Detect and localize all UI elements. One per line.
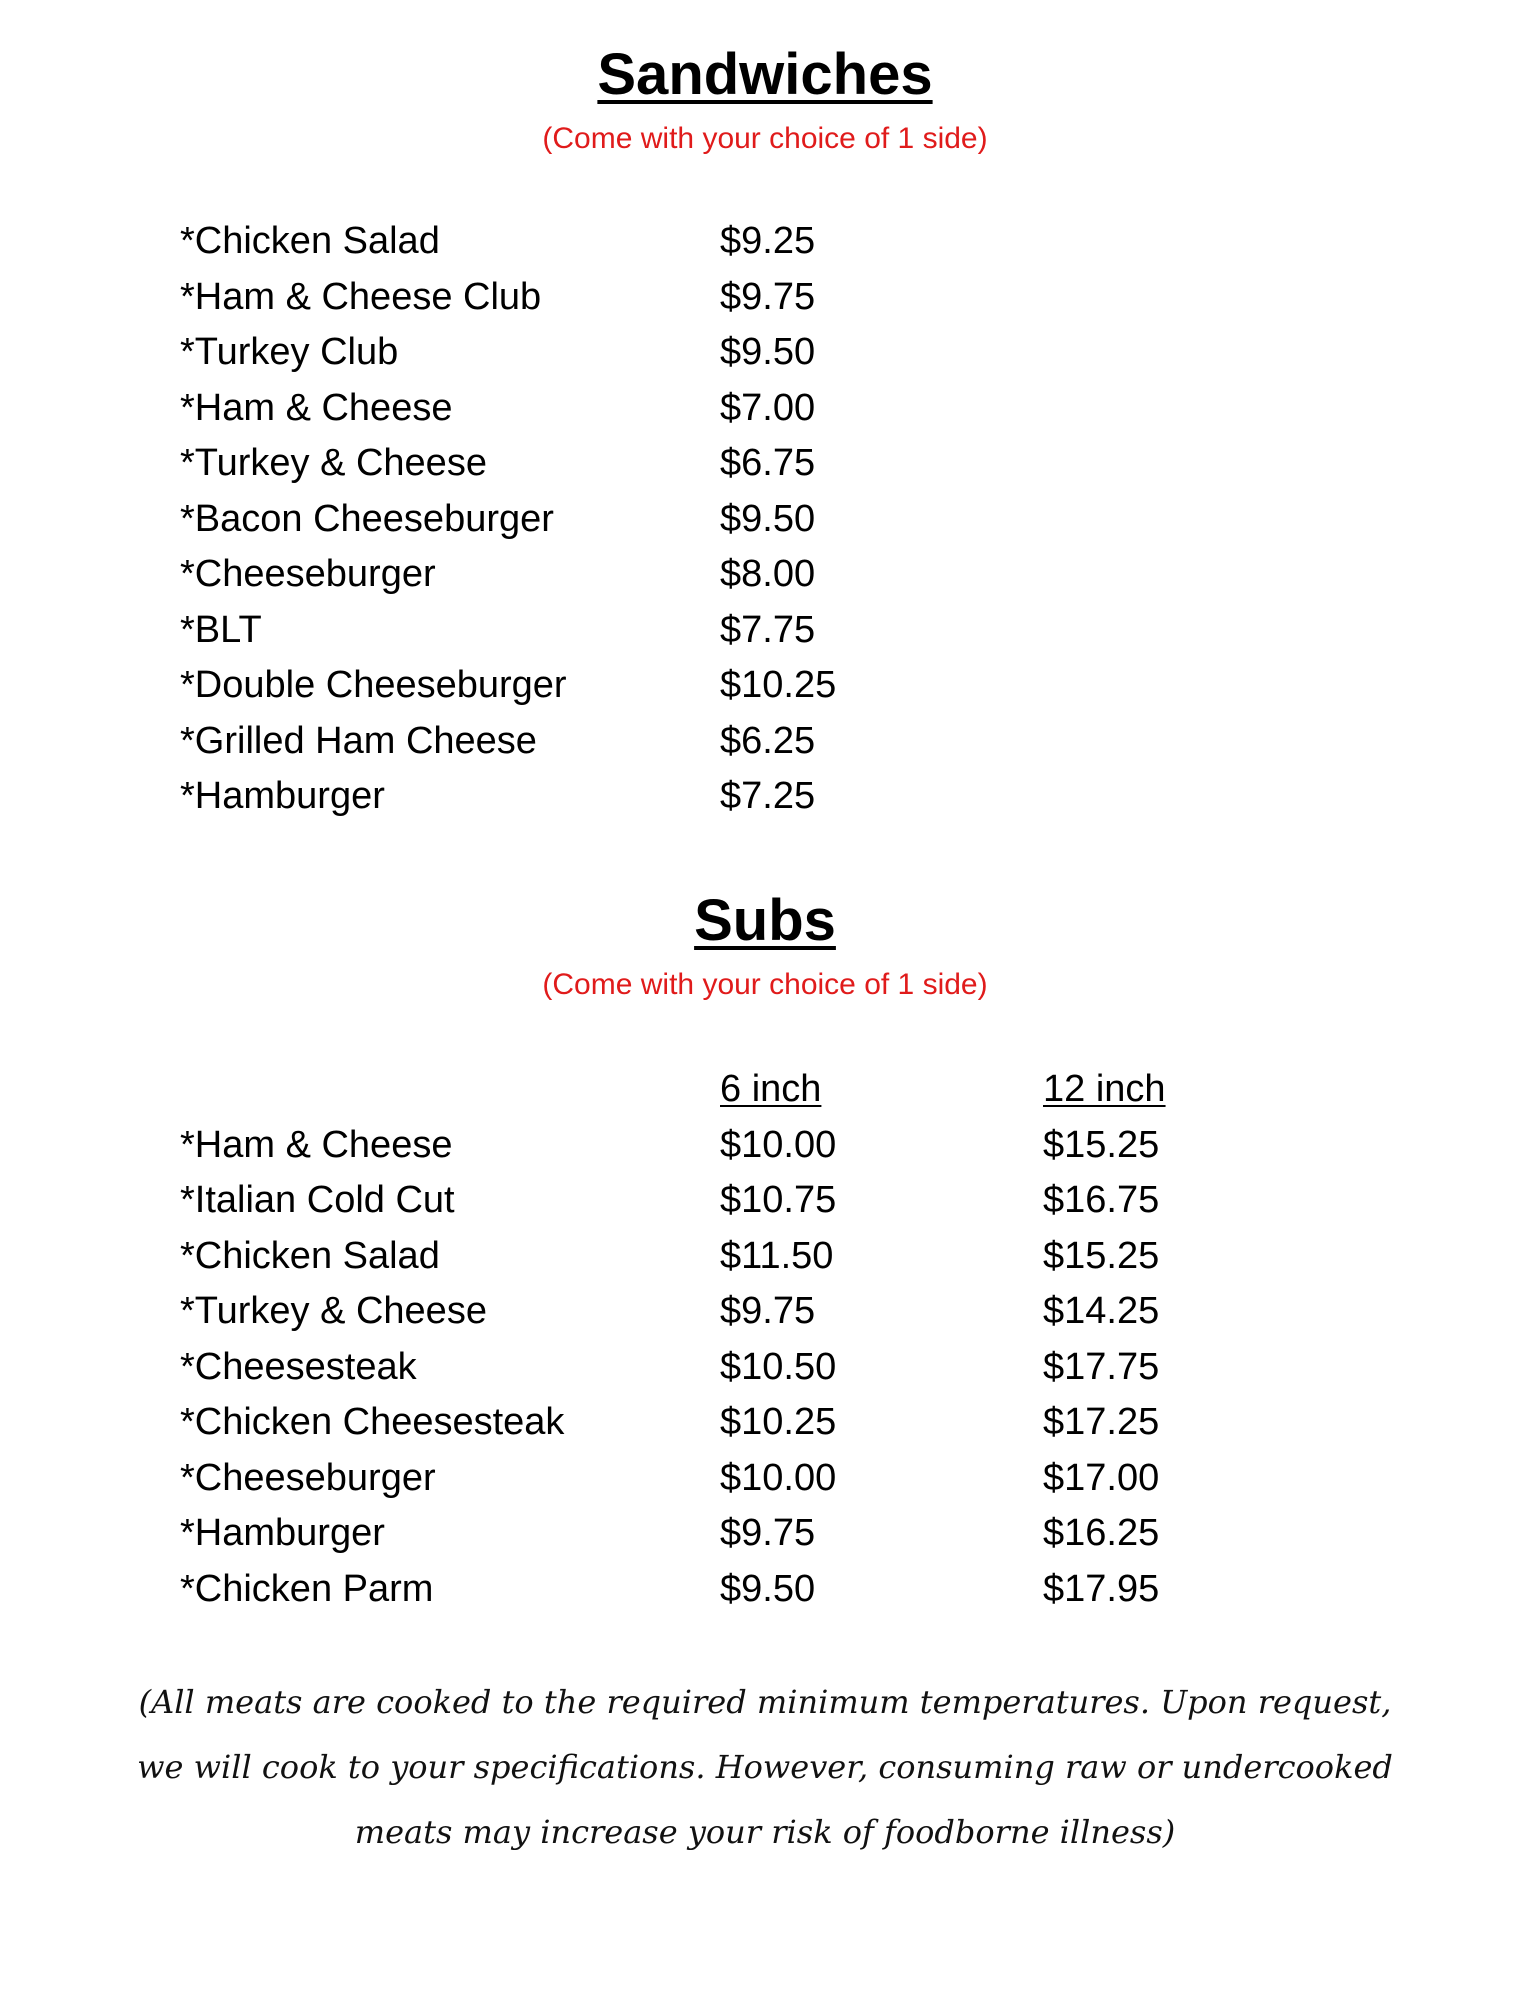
- sandwich-row: [0, 214, 1530, 270]
- size-12-inch-header: 12 inch: [1043, 1068, 1166, 1110]
- item-name: *Turkey & Cheese: [180, 1290, 487, 1332]
- sub-row: [0, 1562, 1530, 1618]
- price-12-inch: $17.00: [1043, 1456, 1160, 1499]
- food-safety-disclaimer: [0, 1670, 1530, 1865]
- sandwiches-note: (Come with your choice of 1 side): [542, 122, 988, 155]
- price-12-inch: $17.95: [1043, 1567, 1160, 1610]
- item-price: $7.75: [720, 608, 816, 651]
- price-6-inch: $10.50: [720, 1345, 837, 1388]
- item-price: $9.75: [720, 275, 816, 318]
- item-name: *Bacon Cheeseburger: [180, 497, 554, 540]
- item-price: $9.25: [720, 220, 816, 262]
- item-name: *Hamburger: [180, 1512, 385, 1554]
- sandwich-row: [0, 436, 1530, 492]
- price-12-inch: $15.25: [1043, 1234, 1160, 1277]
- sandwiches-title: Sandwiches: [597, 42, 933, 107]
- price-6-inch: $9.50: [720, 1567, 816, 1610]
- item-name: *Chicken Salad: [180, 1234, 440, 1277]
- sandwich-row: [0, 658, 1530, 714]
- sub-row: [0, 1340, 1530, 1396]
- price-12-inch: $16.25: [1043, 1512, 1160, 1554]
- item-price: $9.50: [720, 331, 816, 373]
- item-name: *BLT: [180, 608, 262, 651]
- sandwich-row: [0, 381, 1530, 437]
- item-name: *Grilled Ham Cheese: [180, 719, 537, 762]
- subs-note: (Come with your choice of 1 side): [542, 968, 988, 1001]
- price-12-inch: $15.25: [1043, 1123, 1160, 1166]
- item-name: *Cheeseburger: [180, 1456, 436, 1499]
- price-6-inch: $11.50: [720, 1234, 834, 1277]
- item-name: *Cheesesteak: [180, 1345, 417, 1388]
- item-name: *Chicken Cheesesteak: [180, 1401, 565, 1443]
- subs-list: [0, 1062, 1530, 1617]
- disclaimer-line: meats may increase your risk of foodborne illness): [354, 1813, 1176, 1851]
- sub-row: [0, 1284, 1530, 1340]
- price-6-inch: $10.25: [720, 1401, 837, 1443]
- price-12-inch: $14.25: [1043, 1290, 1160, 1332]
- sandwich-row: [0, 492, 1530, 548]
- sub-row: [0, 1118, 1530, 1174]
- item-name: *Ham & Cheese: [180, 386, 453, 429]
- subs-size-header: [0, 1062, 1530, 1118]
- sandwich-list: [0, 214, 1530, 825]
- item-name: *Double Cheeseburger: [180, 664, 567, 706]
- item-name: *Italian Cold Cut: [180, 1179, 455, 1221]
- price-12-inch: $17.25: [1043, 1401, 1160, 1443]
- sandwich-row: [0, 325, 1530, 381]
- item-price: $7.25: [720, 775, 816, 817]
- size-6-inch-header: 6 inch: [720, 1068, 822, 1110]
- item-price: $7.00: [720, 386, 816, 429]
- item-price: $6.75: [720, 442, 816, 484]
- price-6-inch: $10.00: [720, 1123, 837, 1166]
- item-name: *Turkey Club: [180, 331, 399, 373]
- item-price: $6.25: [720, 719, 816, 762]
- sandwich-row: [0, 270, 1530, 326]
- price-12-inch: $17.75: [1043, 1345, 1160, 1388]
- disclaimer-line: (All meats are cooked to the required minimum temperatures. Upon request,: [138, 1683, 1392, 1721]
- sub-row: [0, 1173, 1530, 1229]
- price-6-inch: $9.75: [720, 1512, 816, 1554]
- item-name: *Ham & Cheese Club: [180, 275, 542, 318]
- item-name: *Turkey & Cheese: [180, 442, 487, 484]
- sub-row: [0, 1229, 1530, 1285]
- price-6-inch: $10.75: [720, 1179, 837, 1221]
- sandwich-row: [0, 769, 1530, 825]
- item-price: $8.00: [720, 553, 816, 595]
- sub-row: [0, 1395, 1530, 1451]
- item-name: *Chicken Salad: [180, 220, 440, 262]
- item-name: *Hamburger: [180, 775, 385, 817]
- item-name: *Ham & Cheese: [180, 1123, 453, 1166]
- subs-title: Subs: [694, 888, 836, 953]
- price-6-inch: $10.00: [720, 1456, 837, 1499]
- sub-row: [0, 1451, 1530, 1507]
- price-12-inch: $16.75: [1043, 1179, 1160, 1221]
- sandwich-row: [0, 603, 1530, 659]
- price-6-inch: $9.75: [720, 1290, 816, 1332]
- item-price: $10.25: [720, 664, 837, 706]
- sandwich-row: [0, 547, 1530, 603]
- item-price: $9.50: [720, 497, 816, 540]
- disclaimer-line: we will cook to your specifications. However, consuming raw or undercooked: [137, 1748, 1393, 1786]
- item-name: *Cheeseburger: [180, 553, 436, 595]
- item-name: *Chicken Parm: [180, 1567, 434, 1610]
- sandwich-row: [0, 714, 1530, 770]
- sub-row: [0, 1506, 1530, 1562]
